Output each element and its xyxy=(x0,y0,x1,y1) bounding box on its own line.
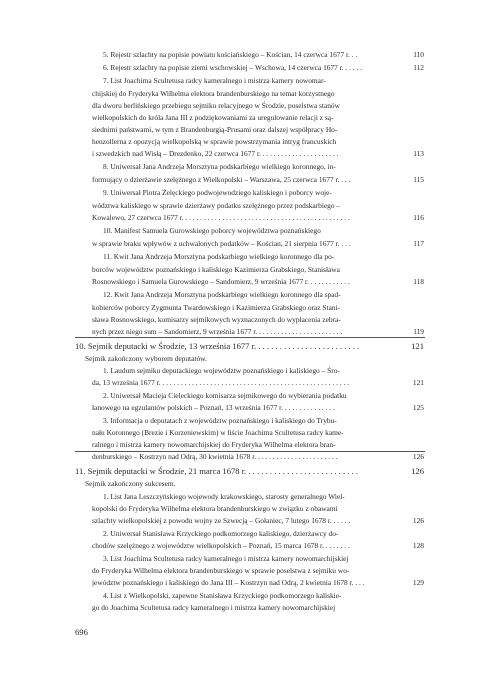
toc-line xyxy=(0,112,480,124)
entry-page-number: 115 xyxy=(413,175,424,184)
toc-line xyxy=(0,276,480,288)
entry-text: nych przez niego sum – Sandomierz, 9 września 1677 r. . . . . . . . . . . . . . . . . . . . . . . . xyxy=(92,327,343,336)
entry-page-number: 117 xyxy=(413,239,424,248)
entry-text: 4. List z Wielkopolski, zapewne Stanisława Krzyckiego podkomorzego kaliskie- xyxy=(103,591,342,600)
entry-text: wództwa kaliskiego w sprawie dzierżawy podatku szelężnego przez podskarbiego – xyxy=(92,201,341,210)
section-title: 10. Sejmik deputacki w Środzie, 13 września 1677 r. . . . . . . . . . . . . . . . . . . . . . . . . xyxy=(75,341,360,351)
toc-line xyxy=(0,136,480,148)
entry-text: do Fryderyka Wilhelma elektora brandenburskiego w sprawie poselstwa z sejmiku wo- xyxy=(92,566,350,575)
toc-line xyxy=(0,314,480,326)
toc-line xyxy=(0,289,480,301)
entry-text: sława Rosnowskiego, komisarzy sejmikowych wyznaczonych do wypłacenia zebra- xyxy=(92,315,341,324)
entry-page-number: 126 xyxy=(411,466,424,476)
toc-line xyxy=(0,540,480,552)
entry-text: henzollerna z opozycją wielkopolską w sprawie powstrzymania intryg francuskich xyxy=(92,137,337,146)
entry-text: łanowego na egzulantów polskich – Poznań, 13 września 1677 r. . . . . . . . . . . . . . . xyxy=(92,403,335,412)
entry-page-number: 126 xyxy=(412,516,424,525)
section-heading xyxy=(0,340,480,352)
toc-line xyxy=(0,200,480,212)
toc-line xyxy=(0,478,480,490)
entry-page-number: 119 xyxy=(413,327,424,336)
entry-text: w sprawie braku wpływów z uchwalonych podatków – Kościan, 21 sierpnia 1677 r. . . . xyxy=(92,239,351,248)
entry-text: 5. Rejestr szlachty na popisie powiatu kościańskiego – Kościan, 14 czerwca 1677 r. . . xyxy=(103,50,358,59)
entry-text: denburskiego – Kostrzyn nad Odrą, 30 kwietnia 1678 r. . . . . . . . . . . . . . . . . . . . . . . xyxy=(92,452,338,461)
entry-text: 10. Manifest Samuela Gurowskiego poborcy województwa poznańskiego xyxy=(103,226,321,235)
entry-page-number: 113 xyxy=(413,149,424,158)
toc-line xyxy=(0,402,480,414)
toc-line xyxy=(0,439,480,451)
entry-text: 9. Uniwersał Piotra Żelęckiego podwojewodziego kaliskiego i poborcy woje- xyxy=(103,188,332,197)
toc-line xyxy=(0,515,480,527)
entry-text: kobierców poborcy Zygmunta Twardowskiego i Kazimierza Grabskiego oraz Stani- xyxy=(92,303,341,312)
toc-line xyxy=(0,225,480,237)
toc-line xyxy=(0,602,480,614)
entry-text: 11. Kwit Jana Andrzeja Morsztyna podskarbiego wielkiego koronnego dla po- xyxy=(103,252,335,261)
toc-line xyxy=(0,503,480,515)
toc-line xyxy=(0,553,480,565)
toc-line xyxy=(0,415,480,427)
entry-text: szlachty wielkopolskiej z powodu wojny ze Szwecją – Gołaniec, 7 lutego 1678 r. . . . . . xyxy=(92,516,351,525)
entry-text: da, 13 września 1677 r. . . . . . . . . . . . . . . . . . . . . . . . . . . . . . . . . . . . . . . . . . . . . . . . . . . . xyxy=(92,378,350,387)
toc-line xyxy=(0,365,480,377)
entry-text: chijskiej do Fryderyka Wilhelma elektora brandenburskiego na temat korzystnego xyxy=(92,89,335,98)
entry-page-number: 121 xyxy=(411,341,424,351)
entry-text: i szwedzkich nad Wisłą – Drezdenko, 22 czerwca 1677 r. . . . . . . . . . . . . . . . . . . . . . xyxy=(92,149,339,158)
toc-line xyxy=(0,100,480,112)
toc-line xyxy=(0,565,480,577)
entry-text: 1. List Jana Leszczyńskiego wojewody krakowskiego, starosty generalnego Wiel- xyxy=(103,492,345,501)
entry-text: siednimi państwami, w tym z Brandenburgią-Prusami oraz dalszej współpracy Ho- xyxy=(92,125,338,134)
toc-line xyxy=(0,264,480,276)
entry-text: Kowalewo, 27 czerwca 1677 r. . . . . . . . . . . . . . . . . . . . . . . . . . . . . . . . . . . . . . . . . . . . . . xyxy=(92,213,350,222)
toc-line xyxy=(0,491,480,503)
toc-line xyxy=(0,377,480,389)
toc-line xyxy=(0,353,480,365)
toc-line xyxy=(0,390,480,402)
entry-page-number: 112 xyxy=(413,63,424,72)
entry-text: go do Joachima Scultetusa radcy kameralnego i mistrza kamery nowomarchijskiej xyxy=(92,603,336,612)
toc-line xyxy=(0,528,480,540)
toc-line xyxy=(0,62,480,74)
entry-text: ralnego i mistrza kamery nowomarchijskiej do Fryderyka Wilhelma elektora bran- xyxy=(92,440,336,449)
toc-line xyxy=(0,238,480,250)
toc-line xyxy=(0,212,480,224)
entry-page-number: 121 xyxy=(412,378,424,387)
toc-line xyxy=(0,49,480,61)
entry-text: formujący o dzierżawie szelężnego z Wielkopolski – Warszawa, 25 czerwca 1677 r. . . . xyxy=(92,175,351,184)
entry-text: 2. Uniwersał Stanisława Krzyckiego podkomorzego kaliskiego, dzierżawcy do- xyxy=(103,529,339,538)
entry-page-number: 126 xyxy=(412,452,424,461)
entry-text: 8. Uniwersał Jana Andrzeja Morsztyna podskarbiego wielkiego koronnego, in- xyxy=(103,162,336,171)
entry-text: wielkopolskich do króla Jana III z podziękowaniami za uregulowanie relacji z są- xyxy=(92,113,334,122)
toc-line xyxy=(0,590,480,602)
entry-text: Sejmik zakończony sukcesem. xyxy=(85,479,176,488)
entry-text: 3. List Joachima Scultetusa radcy kameralnego i mistrza kamery nowomarchijskiej xyxy=(103,554,349,563)
section-heading xyxy=(0,465,480,477)
entry-text: dla dworu berlińskiego przebiegu sejmiku relacyjnego w Środzie, poselstwa stanów xyxy=(92,101,340,110)
entry-text: 2. Uniwersał Macieja Cieleckiego komisarza sejmikowego do wybierania podatku xyxy=(103,391,347,400)
entry-page-number: 116 xyxy=(413,213,424,222)
entry-page-number: 118 xyxy=(413,277,424,286)
toc-line xyxy=(0,75,480,87)
toc-line xyxy=(0,302,480,314)
toc-line xyxy=(0,577,480,589)
section-divider xyxy=(75,337,425,338)
entry-text: Rosnowskiego i Samuela Gurowskiego – Sandomierz, 9 września 1677 r. . . . . . . . . . . . xyxy=(92,277,350,286)
toc-line xyxy=(0,251,480,263)
section-title: 11. Sejmik deputacki w Środzie, 21 marca 1678 r. . . . . . . . . . . . . . . . . . . . . . . . . . . xyxy=(75,466,358,476)
entry-text: nału Koronnego (Brezie i Korzeniewskim) w liście Joachima Scultetusa radcy kame- xyxy=(92,428,344,437)
entry-page-number: 110 xyxy=(413,50,424,59)
entry-page-number: 129 xyxy=(412,578,424,587)
toc-line xyxy=(0,124,480,136)
entry-text: jewództw poznańskiego i kaliskiego do Jana III – Kostrzyn nad Odrą, 2 kwietnia 1678 r. . . . xyxy=(92,578,365,587)
toc-line xyxy=(0,451,480,463)
entry-text: chodów szelężnego z województw wielkopolskich – Poznań, 15 marca 1678 r. . . . . . . . xyxy=(92,541,350,550)
entry-text: borców województw poznańskiego i kaliskiego Kazimierza Grabskiego, Stanisława xyxy=(92,265,340,274)
page-number: 696 xyxy=(75,627,88,637)
entry-page-number: 125 xyxy=(412,403,424,412)
toc-line xyxy=(0,187,480,199)
toc-line xyxy=(0,88,480,100)
toc-line xyxy=(0,174,480,186)
toc-line xyxy=(0,427,480,439)
entry-text: 1. Laudum sejmiku deputackiego województw poznańskiego i kaliskiego – Śro- xyxy=(103,366,340,375)
entry-page-number: 128 xyxy=(412,541,424,550)
entry-text: 7. List Joachima Scultetusa radcy kameralnego i mistrza kamery nowomar- xyxy=(103,76,326,85)
entry-text: 3. Informacja o deputatach z województw poznańskiego i kaliskiego do Trybu- xyxy=(103,416,337,425)
section-divider xyxy=(75,451,425,452)
entry-text: kopolski do Fryderyka Wilhelma elektora brandenburskiego w związku z obawami xyxy=(92,504,338,513)
toc-line xyxy=(0,161,480,173)
entry-text: Sejmik zakończony wyborem deputatów. xyxy=(85,354,207,363)
entry-text: 6. Rejestr szlachty na popisie ziemi wschowskiej – Wschowa, 14 czerwca 1677 r. . . . . . xyxy=(103,63,363,72)
toc-line xyxy=(0,148,480,160)
entry-text: 12. Kwit Jana Andrzeja Morsztyna podskarbiego wielkiego koronnego dla spad- xyxy=(103,290,341,299)
